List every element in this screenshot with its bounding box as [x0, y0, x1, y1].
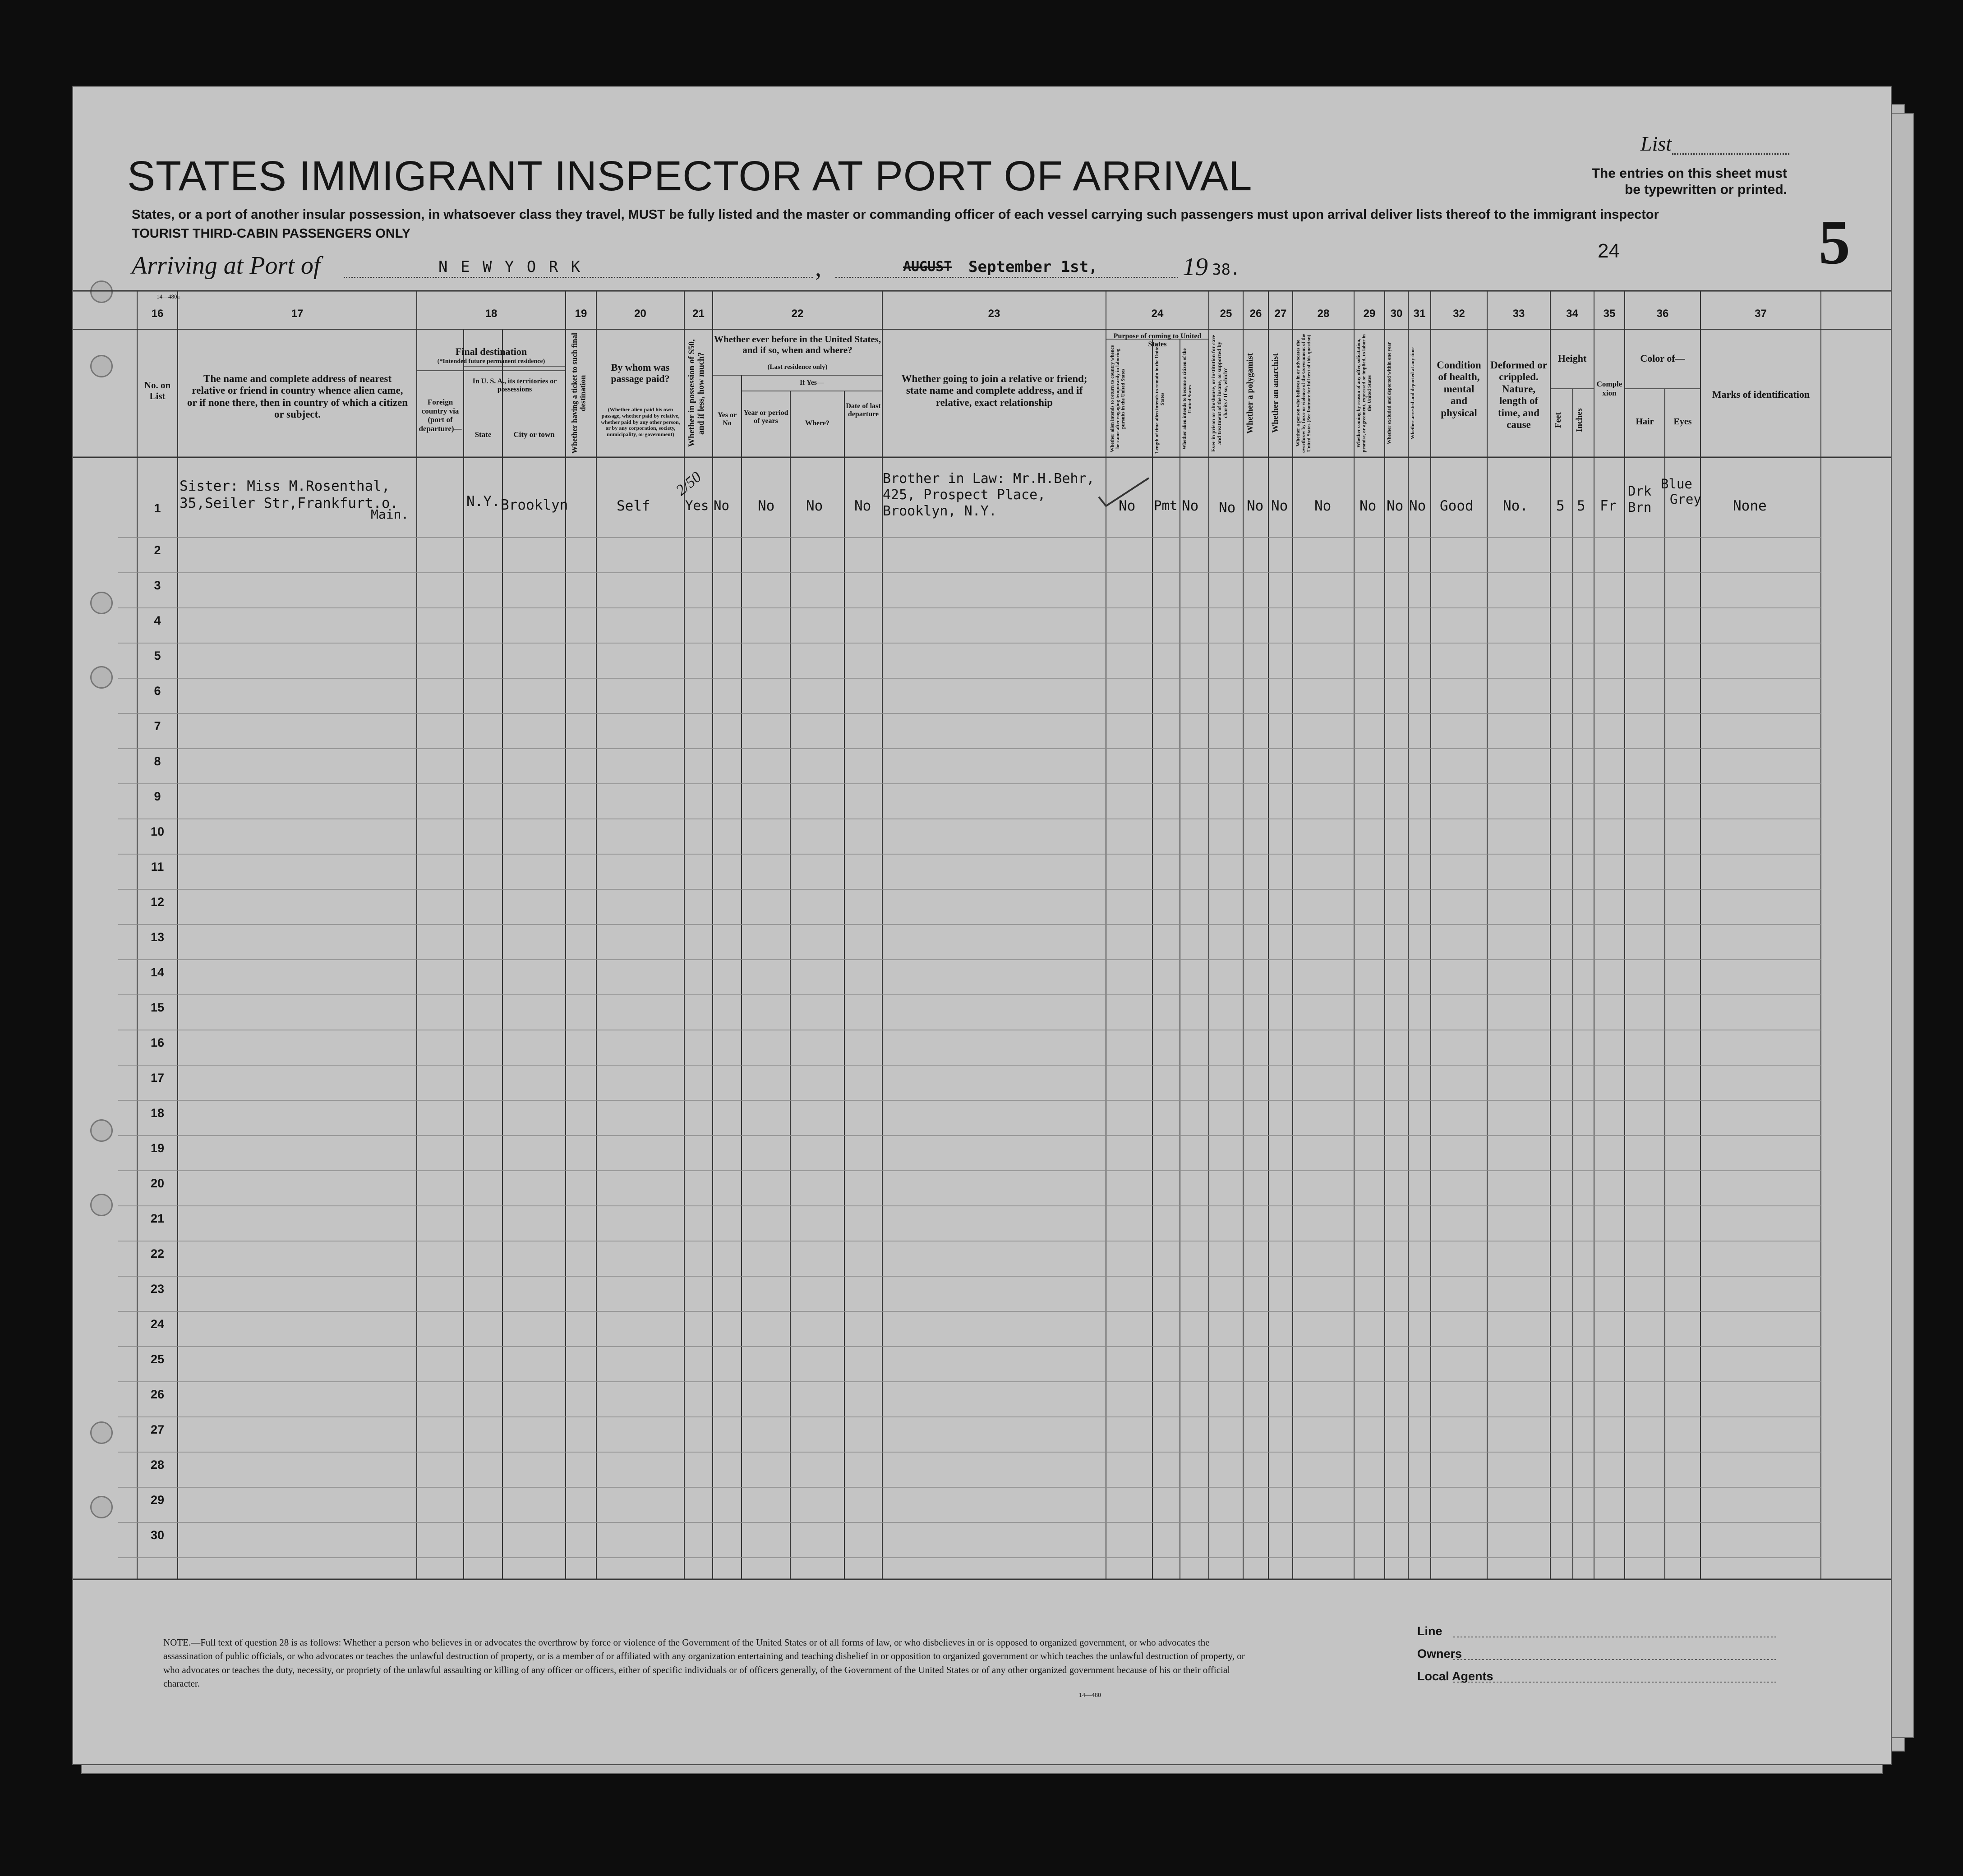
- sheet-number-large: 5: [1819, 207, 1850, 277]
- footer-form-code: 14—480: [1079, 1692, 1101, 1699]
- col-header-state: State: [475, 430, 492, 439]
- col-num-31: 31: [1413, 308, 1426, 320]
- entry-relative-line2: 35,Seiler Str,Frankfurt.o.: [180, 495, 399, 511]
- col-header-eyes: Eyes: [1673, 417, 1692, 427]
- col-header-final-destination-sub: (*Intended future permanent residence): [437, 358, 545, 365]
- entry-deported: No: [1409, 498, 1426, 514]
- col-num-37: 37: [1755, 308, 1767, 320]
- entry-deformed: No.: [1503, 498, 1528, 514]
- row-number: 1: [154, 501, 161, 515]
- form-code: 14—480a: [157, 293, 180, 300]
- row-number: 17: [150, 1071, 165, 1085]
- entry-eyes-line2: Grey: [1670, 492, 1701, 507]
- col-header-year-period: Year or period of years: [743, 409, 788, 425]
- col-num-32: 32: [1453, 308, 1465, 320]
- row-number: 2: [154, 543, 161, 557]
- col-header-complexion: Complexion: [1596, 380, 1622, 397]
- entry-relative-line3: Main.: [371, 507, 409, 522]
- col-num-18: 18: [485, 308, 498, 320]
- row-number: 22: [150, 1247, 165, 1260]
- entry-marks: None: [1733, 498, 1767, 514]
- entry-feet: 5: [1556, 498, 1565, 514]
- col-header-deformed: Deformed or crippled. Nature, length of time, and cause: [1490, 359, 1547, 431]
- row-number: 5: [154, 649, 161, 662]
- col-num-21: 21: [692, 308, 705, 320]
- col-header-inches: Inches: [1575, 408, 1584, 432]
- col-header-purpose-title: Purpose of coming to United States: [1113, 332, 1202, 348]
- row-number: 19: [150, 1141, 165, 1155]
- row-number: 15: [150, 1001, 165, 1014]
- manifest-grid: [73, 87, 1891, 1764]
- col-header-color-of: Color of—: [1640, 353, 1685, 364]
- col-num-35: 35: [1603, 308, 1616, 320]
- row-number: 24: [150, 1317, 165, 1331]
- col-header-prison: Ever in prison or almshouse, or institution for care and treatment of the insane, or supported by charity? If so, which?: [1210, 335, 1229, 452]
- entry-polygamist: No: [1247, 498, 1264, 514]
- col-num-25: 25: [1220, 308, 1232, 320]
- entry-length-stay: Pmt: [1154, 498, 1178, 513]
- arrival-date: September 1st,: [968, 258, 1098, 276]
- entry-eyes-line1: Blue: [1661, 476, 1692, 492]
- month-struck: AUGUST: [903, 259, 952, 275]
- col-num-20: 20: [634, 308, 646, 320]
- col-header-marks: Marks of identification: [1712, 389, 1810, 400]
- col-header-yes-no: Yes or No: [717, 411, 737, 428]
- row-number: 16: [150, 1036, 165, 1049]
- entry-before-year: No: [758, 498, 775, 514]
- col-num-19: 19: [575, 308, 587, 320]
- form-title: STATES IMMIGRANT INSPECTOR AT PORT OF ARRIVAL: [127, 152, 1253, 199]
- row-number: 20: [150, 1177, 165, 1190]
- entry-joining-line1: Brother in Law: Mr.H.Behr,: [883, 471, 1095, 487]
- col-header-overthrow: Whether a person who believes in or advocates the overthrow by force or violence of the Government of the United States (See footnote for full text of this question): [1295, 334, 1312, 453]
- col-num-27: 27: [1274, 308, 1287, 320]
- row-number: 29: [150, 1493, 165, 1507]
- entry-complexion: Fr: [1600, 498, 1617, 514]
- row-number: 10: [150, 825, 165, 838]
- entry-prison: No: [1219, 500, 1236, 516]
- entry-joining-line2: 425, Prospect Place,: [883, 487, 1046, 503]
- entry-money-annotation: 2/50: [673, 469, 705, 499]
- year-suffix: 38.: [1212, 261, 1240, 279]
- col-header-foreign-country: Foreign country via (port of departure)—: [419, 398, 462, 433]
- col-num-30: 30: [1390, 308, 1403, 320]
- entry-health: Good: [1440, 498, 1474, 514]
- row-number: 9: [154, 790, 161, 803]
- col-header-excluded: Whether excluded and deported within one year: [1387, 342, 1392, 445]
- col-header-anarchist: Whether an anarchist: [1271, 353, 1280, 433]
- entry-before-date: No: [854, 498, 871, 514]
- col-header-joining-relative: Whether going to join a relative or friend; state name and complete address, and if relative, exact relationship: [901, 373, 1087, 408]
- col-header-ever-in-us: Whether ever before in the United States, and if so, when and where?: [714, 334, 881, 356]
- col-header-ticket: Whether having a ticket to such final destination: [570, 333, 587, 454]
- col-header-nearest-relative: The name and complete address of nearest relative or friend in country whence alien came, or if none there, then in country of which a citizen or subject.: [187, 373, 408, 420]
- row-number: 12: [150, 895, 165, 909]
- sheet-number-small: 24: [1598, 240, 1620, 262]
- entry-paid-by: Self: [617, 498, 650, 514]
- row-number: 8: [154, 754, 161, 768]
- row-number: 13: [150, 930, 165, 944]
- col-header-height: Height: [1557, 353, 1587, 364]
- row-number: 18: [150, 1106, 165, 1120]
- list-label: List: [1640, 132, 1672, 155]
- col-header-fifty-dollars: Whether in possession of $50, and if less, how much?: [687, 339, 706, 447]
- row-number: 23: [150, 1282, 165, 1296]
- entry-has-fifty: Yes: [685, 498, 709, 513]
- entry-inches: 5: [1577, 498, 1585, 514]
- row-number: 21: [150, 1212, 165, 1225]
- col-num-17: 17: [291, 308, 304, 320]
- manifest-sheet: STATES IMMIGRANT INSPECTOR AT PORT OF ARRIVAL States, or a port of another insular possession, in whatsoever class they travel, MUST be fully listed and the master or commanding officer of each vessel carrying such passengers must upon arrival deliver lists thereof to the immigrant inspector TOURIST THIRD-CABIN PASSENGERS ONLY Arriving at Port of N E W Y O R K , AUGUST September 1st, 19 38. List The entries on this sheet must be typewritten or printed. 24 5 14—480a 16 17 18 19 20 21 22 23 24 25 26 27 28 29 30 31 32 33 34 35 36 37 No. on List The name and complete address of nearest relative or friend in country whence alien came, or if none there, then in country of which a citizen or subject. Final destination (*Intended future permanent residence) Foreign country via (port of departure)— In U. S. A., its territories or possessions State City or town Whether having a ticket to such final destination By whom was passage paid? (Whether alien paid his own passage, whether paid by relative, whether paid by any other person, or by any corporation, society, municipality, or government) Whether in possession of $50, and if less, how much? Whether ever before in the United States, and if so, when and where? (Last residence only) Yes or No If Yes— Year or period of years Where? Date of last departure Whether going to join a relative or friend; state name and complete address, and if relative, exact relationship Purpose of coming to United States Whether alien intends to return to country whence he came after engaging temporarily in laboring pursuits in the United States Length of time alien intends to remain in the United States Whether alien intends to become a citizen of the United States Ever in prison or almshouse, or institution for care and treatment of the insane, or supported by charity? If so, which? Whether a polygamist Whether an anarchist Whether a person who believes in or advocates the overthrow by force or violence of the Government of the United States (See footnote for full text of this question) Whether coming by reason of any offer, solicitation, promise, or agreement, expressed or implied, to labor in the United States Whether excluded and deported within one year Whether arrested and deported at any time Condition of health, mental and physical Deformed or crippled. Nature, length of time, and cause Height Feet Inches Complexion Color of— Hair Eyes Marks of identification 1 2 3 4 5 6 7 8 9 10 11 12 13 14 15 16 17 18 19 20 21 22 23 24 25 26 27 28 29 30 Sister: Miss M.Rosenthal, 35,Seiler Str,Frankfurt.o. Main. N.Y. Brooklyn Self 2/50 Yes No No No No Brother in Law: Mr.H.Behr, 425, Prospect Place, Brooklyn, N.Y. No Pmt No No No No No No No No Good No. 5 5 Fr Drk Brn Blue Grey None NOTE.—Full text of question 28 is as follows: Whether a person who believes in or advocates the overthrow by force or violence of the Government of the United States or of all forms of law, or who disbelieves in or is opposed to organized government, or who advocates the assassination of public officials, or who advocates or teaches the unlawful destruction of property, or is a member of or affiliated with any organization entertaining and teaching disbelief in or opposition to organized government or which teaches the unlawful destruction of property, or who advocates or teaches the duty, necessity, or propriety of the unlawful assaulting or killing of any officer or officers, either of specific individuals or of officers generally, of the Government of the United States or of any other organized government because of his or their official character. 14—480 Line Owners Local Agents: [72, 86, 1892, 1765]
- col-header-no-on-list: No. on List: [144, 380, 171, 402]
- col-header-length-stay: Length of time alien intends to remain in the United States: [1154, 344, 1166, 454]
- col-num-34: 34: [1566, 308, 1578, 320]
- col-num-24: 24: [1151, 308, 1164, 320]
- row-number: 26: [150, 1388, 165, 1401]
- entry-city: Brooklyn: [501, 497, 568, 513]
- port-of-arrival: N E W Y O R K: [438, 258, 582, 276]
- col-header-citizen-intent: Whether alien intends to become a citizen of the United States: [1182, 348, 1193, 450]
- row-number: 14: [150, 966, 165, 979]
- col-num-22: 22: [791, 308, 804, 320]
- col-header-in-usa: In U. S. A., its territories or possessions: [472, 377, 557, 394]
- entry-relative-line1: Sister: Miss M.Rosenthal,: [180, 478, 390, 494]
- col-header-polygamist: Whether a polygamist: [1245, 353, 1255, 434]
- col-header-if-yes: If Yes—: [799, 379, 825, 386]
- col-header-where: Where?: [805, 419, 829, 427]
- col-header-last-residence: (Last residence only): [767, 363, 828, 371]
- row-number: 27: [150, 1423, 165, 1436]
- col-num-33: 33: [1512, 308, 1525, 320]
- instruction-text: States, or a port of another insular possession, in whatsoever class they travel, MUST be fully listed and the master or commanding officer of each vessel carrying such passengers must upon arrival deliver lists thereof to the immigrant inspector: [132, 207, 1659, 222]
- col-num-26: 26: [1249, 308, 1262, 320]
- col-header-deported: Whether arrested and deported at any time: [1410, 347, 1415, 439]
- col-header-labor-offer: Whether coming by reason of any offer, solicitation, promise, or agreement, expressed or implied, to labor in the United States: [1356, 334, 1373, 452]
- row-number: 28: [150, 1458, 165, 1471]
- arriving-label: Arriving at Port of: [132, 252, 321, 280]
- col-header-city: City or town: [513, 430, 555, 439]
- row-number: 11: [151, 860, 164, 874]
- entry-citizen-intent: No: [1182, 498, 1199, 514]
- year-prefix: 19: [1183, 253, 1208, 281]
- footnote-question-28: NOTE.—Full text of question 28 is as follows: Whether a person who believes in or advocates the overthrow by force or violence of the Government of the United States or of all forms of law, or who disbelieves in or is opposed to organized government, or who advocates the assassination of public officials, or who advocates or teaches the unlawful destruction of property, or is a member of or affiliated with any organization entertaining and teaching disbelief in or opposition to organized government or which teaches the unlawful destruction of property, or who advocates or teaches the duty, necessity, or propriety of the unlawful assaulting or killing of any officer or officers, either of specific individuals or of officers generally, of the Government of the United States or of any other organized government because of his or their official character.: [163, 1637, 1245, 1689]
- entry-state: N.Y.: [466, 493, 500, 510]
- entry-hair-line2: Brn: [1628, 500, 1652, 515]
- col-header-hair: Hair: [1636, 417, 1654, 427]
- entry-before-where: No: [806, 498, 823, 514]
- row-number: 4: [154, 614, 161, 627]
- entry-joining-line3: Brooklyn, N.Y.: [883, 503, 997, 519]
- line-label: Line: [1417, 1624, 1442, 1638]
- col-header-feet: Feet: [1553, 412, 1563, 428]
- row-number: 6: [154, 684, 161, 698]
- entry-hair-line1: Drk: [1628, 483, 1652, 499]
- row-number: 3: [154, 579, 161, 592]
- entry-before-us: No: [714, 498, 729, 513]
- local-agents-label: Local Agents: [1417, 1669, 1493, 1683]
- owners-label: Owners: [1417, 1647, 1462, 1660]
- col-header-return-intent: Whether alien intends to return to country whence he came after engaging temporarily in laboring pursuits in the United States: [1110, 345, 1126, 453]
- row-number: 30: [150, 1528, 165, 1542]
- entry-anarchist: No: [1271, 498, 1288, 514]
- col-num-36: 36: [1656, 308, 1669, 320]
- col-header-health: Condition of health, mental and physical: [1437, 359, 1481, 418]
- entry-return-intent: No: [1119, 498, 1136, 514]
- col-num-28: 28: [1317, 308, 1330, 320]
- col-num-16: 16: [151, 308, 164, 320]
- entry-excluded: No: [1387, 498, 1404, 514]
- col-num-23: 23: [988, 308, 1000, 320]
- row-number: 25: [150, 1352, 165, 1366]
- entry-overthrow: No: [1314, 498, 1332, 514]
- col-num-29: 29: [1363, 308, 1376, 320]
- typewritten-note: The entries on this sheet must be typewritten or printed.: [1591, 166, 1787, 197]
- passenger-class-text: TOURIST THIRD-CABIN PASSENGERS ONLY: [132, 226, 411, 241]
- col-header-passage-paid-sub: (Whether alien paid his own passage, whether paid by relative, whether paid by any other person, or by any corporation, society, municipality, or government): [601, 406, 680, 438]
- col-header-passage-paid: By whom was passage paid?: [611, 362, 670, 385]
- row-number: 7: [154, 719, 161, 733]
- entry-labor-offer: No: [1359, 498, 1377, 514]
- col-header-final-destination: Final destination: [455, 346, 527, 357]
- col-header-date-departure: Date of last departure: [846, 402, 881, 418]
